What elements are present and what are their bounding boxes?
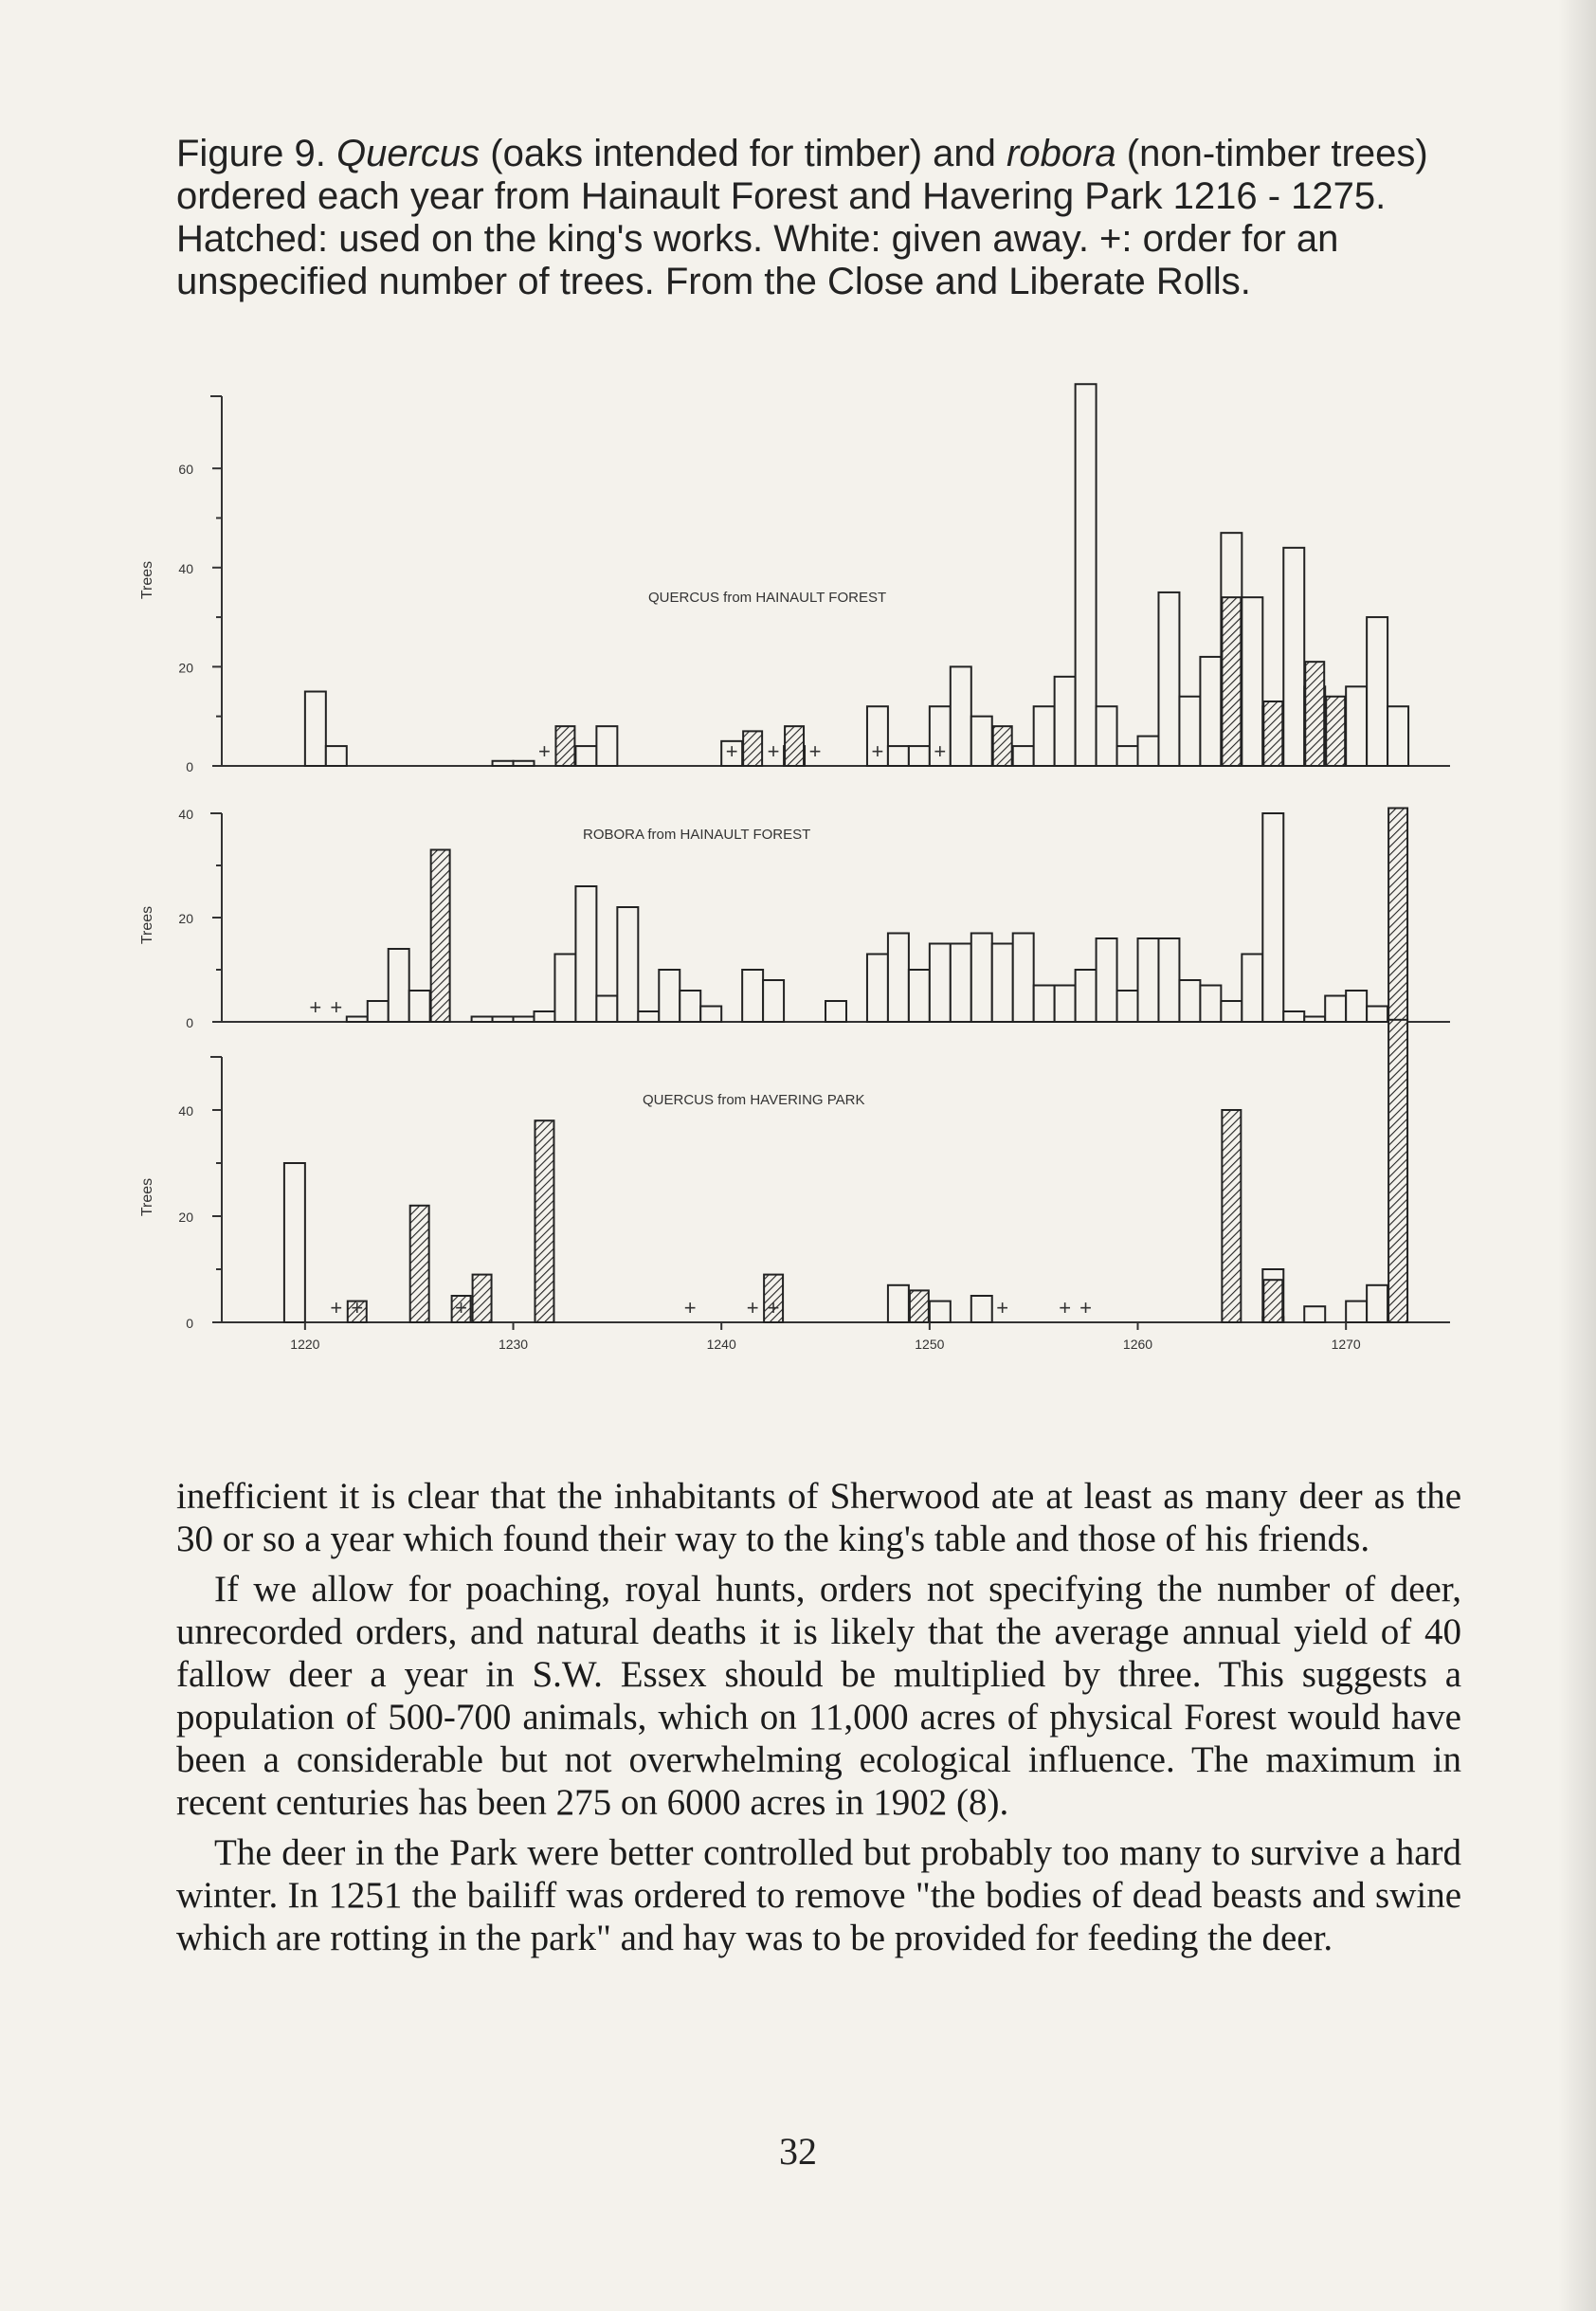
bar-hatched xyxy=(473,1275,492,1322)
bar-white xyxy=(992,944,1013,1023)
unspecified-order-plus: + xyxy=(683,1296,697,1319)
y-tick-label: 0 xyxy=(186,1015,193,1030)
bar-white xyxy=(409,991,430,1022)
bar-hatched xyxy=(1305,662,1324,766)
paragraph-2: If we allow for poaching, royal hunts, orders not specifying the number of deer, unrecorded orders, and natural deaths it is likely that the average annual yield of 40 fallow deer a year in S.W. Essex should be multiplied by three. This suggests a population of 500-700 animals, which on 11,000 acres of physical Forest would have been a considerable but not overwhelming ecological influence. The maximum in recent centuries has been 275 on 6000 acres in 1902 (8). xyxy=(176,1569,1461,1823)
y-tick-label: 20 xyxy=(178,911,193,926)
bar-white xyxy=(1242,955,1262,1023)
paragraph-1: inefficient it is clear that the inhabitants of Sherwood ate at least as many deer as the 30 or so a year which found their way to the king's table and those of his friends. xyxy=(176,1476,1461,1559)
caption-quercus: Quercus xyxy=(336,133,481,174)
bar-white xyxy=(971,717,992,766)
bar-white xyxy=(825,1001,846,1022)
bar-white xyxy=(1013,746,1034,766)
bar-white xyxy=(1055,986,1076,1023)
bar-white xyxy=(1158,938,1179,1022)
unspecified-order-plus: + xyxy=(996,1296,1009,1319)
y-tick-label: 0 xyxy=(186,1316,193,1331)
bar-white xyxy=(951,666,971,766)
bar-white xyxy=(1283,548,1304,766)
bar-white xyxy=(1304,1306,1325,1322)
chart-title: QUERCUS from HAVERING PARK xyxy=(643,1092,865,1108)
body-text xyxy=(176,1475,1461,1967)
bar-white xyxy=(596,726,617,766)
bar-white xyxy=(1221,1001,1242,1022)
y-axis-label: Trees xyxy=(139,905,155,945)
bar-white xyxy=(389,949,409,1022)
bar-white xyxy=(971,934,992,1023)
x-tick-label: 1230 xyxy=(498,1337,529,1352)
chart-panel-2 xyxy=(139,807,1450,1030)
bar-white xyxy=(888,934,909,1023)
chart-panel-1 xyxy=(139,384,1450,774)
y-tick-label: 20 xyxy=(178,660,193,676)
bar-white xyxy=(888,1285,909,1322)
bar-white xyxy=(1200,986,1221,1023)
bar-white xyxy=(1138,737,1159,766)
bar-white xyxy=(284,1163,305,1322)
paragraph-3: The deer in the Park were better controlled but probably too many to survive a hard winter. In 1251 the bailiff was ordered to remove "the bodies of dead beasts and swine which are rotting in the park" and hay was to be provided for feeding the deer. xyxy=(176,1832,1461,1958)
y-axis-label: Trees xyxy=(139,560,155,600)
bar-white xyxy=(1097,706,1117,766)
bar-hatched xyxy=(1326,697,1345,766)
x-tick-label: 1250 xyxy=(915,1337,945,1352)
bar-white xyxy=(575,746,596,766)
y-tick-label: 40 xyxy=(178,807,193,822)
unspecified-order-plus: + xyxy=(746,1296,759,1319)
bar-white xyxy=(1076,384,1097,766)
bar-white xyxy=(1055,677,1076,766)
caption-part1: (oaks intended for timber) and xyxy=(490,133,996,174)
x-tick-label: 1260 xyxy=(1122,1337,1153,1352)
bar-white xyxy=(514,761,535,766)
bar-white xyxy=(1179,980,1200,1022)
bar-white xyxy=(1179,697,1200,766)
unspecified-order-plus: + xyxy=(934,739,947,763)
page-number: 32 xyxy=(779,2130,817,2173)
chart-title: QUERCUS from HAINAULT FOREST xyxy=(648,590,887,606)
bar-white xyxy=(1117,746,1138,766)
bar-white xyxy=(368,1001,389,1022)
chart-title: ROBORA from HAINAULT FOREST xyxy=(583,827,811,843)
bar-hatched xyxy=(410,1206,429,1322)
bar-hatched xyxy=(1222,597,1241,766)
unspecified-order-plus: + xyxy=(330,995,343,1019)
chart-panel-3 xyxy=(139,1020,1450,1352)
bar-hatched xyxy=(910,1290,929,1322)
bar-white xyxy=(1242,597,1262,766)
x-tick-label: 1240 xyxy=(706,1337,736,1352)
bar-white xyxy=(680,991,700,1022)
bar-white xyxy=(493,1017,514,1023)
bar-white xyxy=(1138,938,1159,1022)
bar-white xyxy=(1367,617,1387,766)
bar-white xyxy=(554,955,575,1023)
unspecified-order-plus: + xyxy=(1059,1296,1072,1319)
bar-white xyxy=(1262,813,1283,1022)
unspecified-order-plus: + xyxy=(808,739,822,763)
unspecified-order-plus: + xyxy=(455,1296,468,1319)
unspecified-order-plus: + xyxy=(330,1296,343,1319)
bar-white xyxy=(638,1011,659,1022)
bar-hatched xyxy=(993,726,1012,766)
unspecified-order-plus: + xyxy=(1079,1296,1093,1319)
bar-white xyxy=(971,1296,992,1322)
bar-white xyxy=(1076,970,1097,1022)
bar-white xyxy=(930,1301,951,1322)
bar-hatched xyxy=(1388,809,1407,1023)
bar-white xyxy=(951,944,971,1023)
bar-white xyxy=(1387,706,1408,766)
y-tick-label: 40 xyxy=(178,1103,193,1119)
bar-white xyxy=(1346,991,1367,1022)
bar-white xyxy=(1367,1285,1387,1322)
bar-white xyxy=(930,944,951,1023)
x-tick-label: 1220 xyxy=(290,1337,320,1352)
bar-white xyxy=(326,746,347,766)
bar-white xyxy=(1034,986,1055,1023)
unspecified-order-plus: + xyxy=(767,739,780,763)
bar-hatched xyxy=(785,726,804,766)
bar-white xyxy=(1158,592,1179,766)
bar-hatched xyxy=(1388,1020,1407,1322)
caption-robora: robora xyxy=(1007,133,1116,174)
bar-hatched xyxy=(555,726,574,766)
bar-hatched xyxy=(431,850,450,1023)
bar-white xyxy=(763,980,784,1022)
bar-white xyxy=(742,970,763,1022)
bar-white xyxy=(493,761,514,766)
bar-white xyxy=(909,970,930,1022)
bar-white xyxy=(472,1017,493,1023)
bar-hatched xyxy=(535,1120,553,1322)
bar-white xyxy=(305,692,326,766)
y-axis-label: Trees xyxy=(139,1177,155,1217)
bar-white xyxy=(1325,996,1346,1023)
bar-white xyxy=(347,1017,368,1023)
bar-hatched xyxy=(1222,1110,1241,1322)
caption-label: Figure 9. xyxy=(176,133,326,174)
y-tick-label: 40 xyxy=(178,560,193,576)
unspecified-order-plus: + xyxy=(351,1296,364,1319)
unspecified-order-plus: + xyxy=(767,1296,780,1319)
bar-white xyxy=(909,746,930,766)
bar-white xyxy=(617,907,638,1022)
unspecified-order-plus: + xyxy=(309,995,322,1019)
bar-white xyxy=(1200,657,1221,766)
unspecified-order-plus: + xyxy=(871,739,884,763)
bar-white xyxy=(1304,1017,1325,1023)
bar-white xyxy=(575,886,596,1022)
bar-white xyxy=(1097,938,1117,1022)
bar-white xyxy=(1117,991,1138,1022)
y-tick-label: 60 xyxy=(178,462,193,478)
bar-white xyxy=(534,1011,554,1022)
bar-white xyxy=(867,955,888,1023)
unspecified-order-plus: + xyxy=(725,739,738,763)
y-tick-label: 20 xyxy=(178,1210,193,1225)
caption-part2: (non-timber trees) ordered each year from Hainault Forest and Havering Park 1216 - 1275. Hatched: used on the king's works. White: given away. +: order for an unspecified number of trees. From the Close and Liberate Rolls. xyxy=(176,133,1428,302)
bar-white xyxy=(888,746,909,766)
unspecified-order-plus: + xyxy=(538,739,551,763)
bar-white xyxy=(1367,1007,1387,1023)
y-tick-label: 0 xyxy=(186,759,193,774)
bar-hatched xyxy=(1263,701,1282,766)
bar-white xyxy=(1346,686,1367,766)
bar-white xyxy=(596,996,617,1023)
bar-hatched xyxy=(1263,1280,1282,1322)
bar-white xyxy=(514,1017,535,1023)
bar-white xyxy=(1013,934,1034,1023)
bar-white xyxy=(1283,1011,1304,1022)
bar-white xyxy=(1034,706,1055,766)
bar-hatched xyxy=(743,731,762,766)
bar-white xyxy=(1346,1301,1367,1322)
bar-white xyxy=(700,1007,721,1023)
x-tick-label: 1270 xyxy=(1331,1337,1361,1352)
bar-white xyxy=(659,970,680,1022)
